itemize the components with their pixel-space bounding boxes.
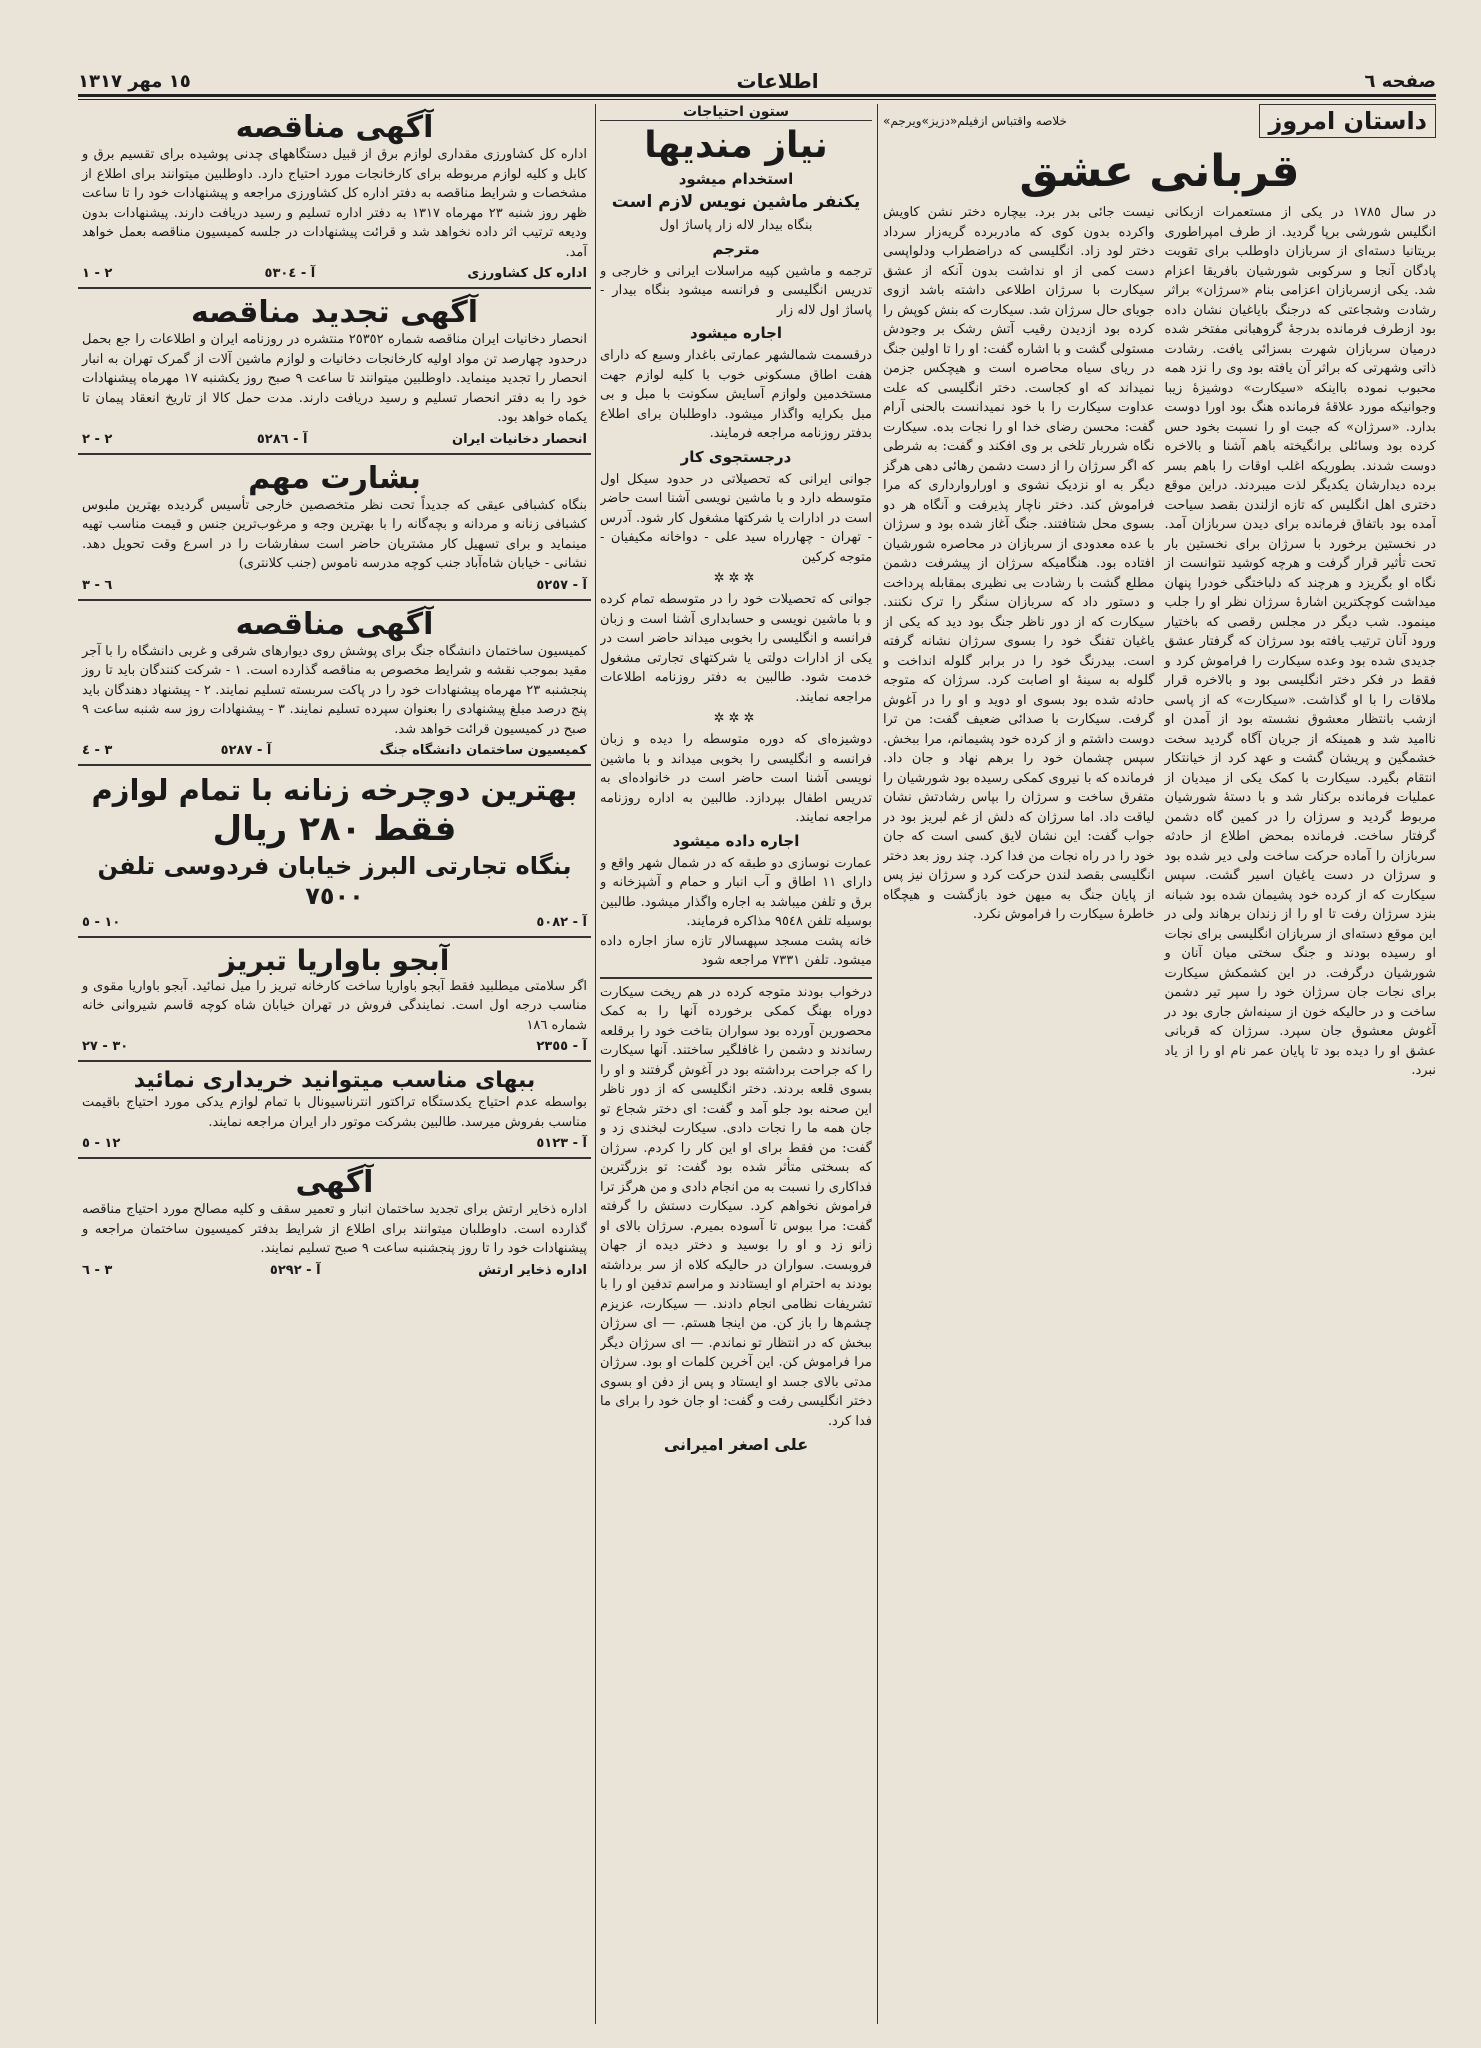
- column-divider: [877, 104, 878, 2024]
- announcement-ad-body: بنگاه کشبافی عیقی که جدیداً تحت نظر متخصصین خارجی تأسیس گردیده بهترین ملبوس کشبافی زنانه و مردانه و بچه‌گانه را با بهترین وجه و مرغوب‌ترین جنس و قیمت مناسب تهیه مینماید و برای تسهیل کار مشتریان حاضر است سفارشات را در اسرع وقت تحویل دهد. نشانی - خیابان شاه‌آباد جنب کوچه مدرسه ناموس (جنب کلانتری): [82, 497, 587, 571]
- retender-ad-count: ٢ - ٢: [82, 431, 113, 447]
- paper-name: اطلاعات: [736, 69, 819, 93]
- masthead-rule: [78, 94, 1436, 97]
- story-body: در سال ١٧٨٥ در یکی از مستعمرات ازبکانی انگلیس شورشی برپا گردید. از طرف امپراطوری بریتانیا دسته‌ای از سربازان داوطلب برای تقویت پادگان آنجا و سرکوبی شورشیان بافریقا اعزام شد. یکی ازسربازان اعزامی بنام «سرژان» براثر رشادت وشجاعتی که درجنگ بایاغیان نشان داده بود ازطرف فرمانده بدرجهٔ گروهبانی مفتخر شده درمیان سربازان شهرت بسزائی یافت. رشادت ذاتی وشهرتی که براثر آن یافته بود وی را نزد همه محبوب نموده بااینکه «سیکارت» دوشیزهٔ زیبا وجوانیکه مورد علاقهٔ فرمانده هنگ بود اورا دوست بدارد. «سرژان» که جبت او را نسبت بخود حس کرده بود وسائلی برانگیخته باهم آشنا و بالاخره دوست شدند. بطوریکه اغلب اوقات را باهم بسر برده دیدارشان یکدیگر لذت میبردند. دراین موقع دختری اهل انگلیس که تازه ازلندن بقصد سیاحت آمده بود باتفاق فرمانده برای دیدن سربازان آمد. در نخستین برخورد با سرژان برای نخستین بار تحت تأثیر قرار گرفت و هرچه کوشید نتوانست از نگاه او بگریزد و هرچند که دلباختگی خودرا پنهان میداشت کوچکترین اشارهٔ سرژان نظر او را جلب مینمود. شب دیگر در مجلس رقصی که باختیار ورود آنان ترتیب یافته بود سرژان که گرفتار عشق جدیدی شده بود وعده سیکارت را فراموش کرد و فقط در فکر دختر انگلیسی بود و بالاخره قرار ملاقات را با او گذاشت. «سیکارت» که از پاسی ازشب بانتظار معشوق نشسته بود از آمدن او ناامید شد و همینکه از جریان آگاه گردید سخت خشمگین و پریشان گشت و عهد کرد از خیانتکار انتقام بگیرد. سیکارت با کمک یکی از میدیان از عملیات فرمانده برکنار شد و با دستهٔ شورشیان مربوط گردید و سرژان را در کمین گاه دشمن گرفتار ساخت. فرمانده بمحض اطلاع از حادثه سربازان را آماده حرکت ساخت ولی دیر شده بود و سرژان در دست یاغیان اسیر گشت. سپس سیکارت که از کرده خود پشیمان شده بود شبانه بنزد سرژان رفت تا او را از زندان برهاند ولی در این موقع دسته‌ای از سربازان انگلیسی برای نجات او رسیده بودند و جنگ سختی میان آنان و شورشیان درگرفت. در این کشمکش سیکارت برای نجات جان سرژان خود را سپر تیر دشمن ساخت و در حالیکه خون از سینه‌اش جاری بود در آغوش معشوق جان سپرد. سرژان که قربانی عشق او را دیده بود تا پایان عمر نام او را از یاد نبرد.: [1164, 205, 1436, 1078]
- bicycle-ad-code: آ - ٥٠٨٢: [536, 914, 587, 930]
- ad-typist-title: یکنفر ماشین نویس لازم است: [611, 192, 861, 212]
- masthead: [78, 70, 1436, 92]
- retender-ad-code: آ - ٥٢٨٦: [256, 431, 308, 447]
- jobseek-title: درجستجوی کار: [680, 447, 792, 466]
- university-tender-ad-title: آگهی مناقصه: [235, 606, 434, 642]
- bicycle-ad-count: ١٠ - ٥: [82, 914, 121, 930]
- ad-house-body: عمارت نوسازی دو طبقه که در شمال شهر واقع و دارای ١١ اطاق و آب انبار و حمام و آشپزخانه و برق و تلفن میباشد به اجاره واگذار میشود. طالبین بوسیله تلفن ٩٥٤٨ مذاکره فرمایند.: [600, 855, 872, 929]
- employment-title: استخدام میشود: [678, 170, 794, 188]
- bicycle-ad: [78, 766, 591, 938]
- ad-jobseek2-body: جوانی که تحصیلات خود را در متوسطه تمام کرده و با ماشین نویسی و حسابداری آشنا است و زبان فرانسه و انگلیسی را بخوبی میداند حاضر است در یکی از ادارات دولتی یا شرکتهای تجارتی مشغول خدمت شود. طالبین به دفتر روزنامه اطلاعات مراجعه نمایند.: [600, 592, 872, 705]
- beer-ad-body: اگر سلامتی میطلبید فقط آبجو باواریا ساخت کارخانه تبریز را میل نمائید. آبجو باواریا مقوی و مناسب درجه اول است. نمایندگی فروش در تهران خیابان شاه کوچه قاسم شیروانی خانه شماره ١٨٦: [82, 978, 587, 1033]
- university-tender-ad-count: ٣ - ٤: [82, 743, 113, 758]
- announcement-ad-title: بشارت مهم: [248, 460, 421, 496]
- ad-rent-body: درقسمت شمالشهر عمارتی باغدار وسیع که دارای هفت اطاق مسکونی خوب با کلیه لوازم جهت مستخدمین ولوازم‌ آسایش سکونت با مبل و بی مبل بکرایه واگذار میشود. داوطلبان برای اطلاع بدفتر روزنامه مراجعه فرمایند.: [600, 348, 872, 441]
- ad-house2-body: خانه پشت مسجد سپهسالار تازه ساز اجاره داده میشود. تلفن ٧٣٣١ مراجعه شود: [600, 933, 872, 968]
- tractor-ad-title: ببهای مناسب میتوانید خریداری نمائید: [133, 1068, 536, 1094]
- university-tender-ad: [78, 601, 591, 767]
- tender-ad-count: ٢ - ١: [82, 266, 113, 281]
- army-ad-body: اداره ذخایر ارتش برای تجدید ساختمان انبار و تعمیر سقف و کلیه مصالح مورد احتیاج مناقصه گذارده است. داوطلبان میتوانند برای اطلاع از شرایط بدفتر کمیسیون ساختمان مراجعه و پیشنهادات خود را تا روز پنجشنبه ساعت ٩ صبح تسلیم نمایند.: [82, 1202, 587, 1257]
- announcement-ad-count: ٦ - ٣: [82, 577, 113, 593]
- tender-ad-body: اداره کل کشاورزی مقداری لوازم برق از قبیل دستگاههای چدنی پوشیده برای تقسیم برق و کابل و کلیه لوازم مربوطه برای کارخانجات مورد احتیاج دارد. داوطلبین میتوانند برای اطلاع از مشخصات و شرایط مناقصه به دفتر اداره کل کشاورزی مراجعه و پیشنهادات خود را تا ساعت ظهر روز شنبه ٢٣ مهرماه ١٣١٧ به دفتر اداره تسلیم و رسید دریافت دارند. پیشنهادات بدون ودیعه ترتیب اثر داده نخواهد شد و قرائت پیشنهادات در جلسه کمیسیون مناقصه بعمل خواهد آمد.: [82, 147, 587, 260]
- retender-ad-body: انحصار دخانیات ایران مناقصه شماره ٢٥٣٥٢ منتشره در روزنامه ایران و اطلاعات را جع بحمل درحدود چهارصد تن مواد اولیه کارخانجات دخانیات و لوازم ماشین آلات از گمرک تهران به انبار انحصار را تجدید مینماید. داوطلبین میتوانند تا ساعت ٩ صبح روز یکشنبه ١٧ مهرماه پیشنهادات خود را به دفتر انحصار تسلیم و رسید دریافت دارند. مدت حمل کالا از تاریخ انعقاد پیمان تا یکماه خواهد بود.: [82, 332, 587, 425]
- announcement-ad: [78, 455, 591, 601]
- translator-title: مترجم: [712, 239, 760, 258]
- retender-ad-title: آگهی تجدید مناقصه: [190, 295, 479, 330]
- story-summary-label: خلاصه واقتباس ازفیلم«دزیز»ویرجم»: [883, 114, 1067, 128]
- column-divider: [595, 104, 596, 2024]
- masthead-rule-thin: [78, 99, 1436, 100]
- university-tender-ad-body: کمیسیون ساختمان دانشگاه جنگ برای پوشش روی دیوارهای شرقی و غربی دانشگاه را با آجر مقید بموجب نقشه و شرایط مخصوص به مناقصه گذارده است. ١ - شرکت کنندگان باید تا روز پنجشنبه ٢٣ مهرماه پیشنهادات خود را در پاکت سربسته تسلیم نمایند. ٢ - پیشنهاد دهندگان باید پنج درصد مبلغ پیشنهادی را بعنوان سپرده تسلیم نمایند. ٣ - پیشنهادات روز سه شنبه ساعت ٩ صبح در کمیسیون قرائت خواهد شد.: [82, 643, 587, 737]
- rent-title: اجاره میشود: [689, 324, 783, 342]
- separator-stars: ✲✲✲: [713, 571, 759, 586]
- bicycle-ad-price: فقط ٢٨٠ ریال: [212, 809, 457, 850]
- ad-translator-body: ترجمه و ماشین کپیه مراسلات ایرانی و خارجی و تدریس انگلیسی و فرانسه میشود بنگاه بیدار - پاساژ اول لاله زار: [600, 263, 872, 318]
- story-conclusion: درخواب بودند متوجه کرده در هم ریخت سیکارت دوراه بهنگ کمکی برخورده آنها را به کمک محصورین آورده بود سواران بتاخت خود را برقلعه رساندند و دشمن را غافلگیر ساختند. آنها سیکارت را که جراحت برداشته بود در آغوش گرفتند و او را بسوی قلعه بردند. دختر انگلیسی که از دور ناظر این صحنه بود جلو آمد و گفت: ای دختر شجاع تو جان همه ما را نجات دادی. سیکارت لبخندی زد و گفت: من فقط برای او این کار را کردم. سرژان که بسختی متأثر شده بود گفت: تو بزرگترین فداکاری را نسبت به من انجام دادی و من هرگز ترا فراموش نخواهم کرد. سیکارت دستش را گرفته گفت: مرا ببوس تا آسوده بمیرم. سرژان بالای او زانو زد و او را بوسید و دختر دیده از جهان فروبست. سواران در حالیکه کلاه از سر برداشته بودند به احترام او ایستادند و مراسم تدفین او را با تشریفات نظامی انجام دادند. — سیکارت، عزیزم چشم‌ها را باز کن. من اینجا هستم. — ای سرژان ببخش که در انتظار تو نماندم. — ای سرژان دیگر مرا فراموش کن. این آخرین کلمات او بود. سرژان مدتی بالای جسد او ایستاد و پس از دفن او بسوی دختر انگلیسی رفت و گفت: او جان خود را برای ما فدا کرد.: [600, 984, 872, 1429]
- ad-jobseek-body: جوانی ایرانی که تحصیلاتی در حدود سیکل اول متوسطه دارد و با ماشین نویسی آشنا است حاضر است در ادارات یا شرکتها مشغول کار شود. آدرس - تهران - چهارراه سید علی - دواخانه مکیفیان - متوجه کرکین: [600, 471, 872, 565]
- issue-date: ١٥ مهر ١٣١٧: [78, 70, 191, 92]
- beer-ad-title: آبجو باواریا تبریز: [219, 943, 450, 977]
- beer-ad-code: آ - ٢٣٥٥: [536, 1039, 587, 1055]
- beer-ad: [78, 938, 591, 1063]
- needs-title: نیاز مندیها: [644, 125, 828, 166]
- retender-ad-sign: انحصار دخانیات ایران: [452, 431, 587, 447]
- army-ad-sign: اداره ذخایر ارتش: [478, 1262, 587, 1278]
- story-section-title: داستان امروز: [1259, 104, 1436, 138]
- announcement-ad-code: آ - ٥٢٥٧: [536, 577, 587, 593]
- bicycle-ad-line1: بهترین دوچرخه زنانه با تمام لوازم: [91, 773, 578, 807]
- story-title: قربانی عشق: [1019, 146, 1300, 197]
- bicycle-ad-contact: بنگاه تجارتی البرز خیابان فردوسی تلفن ٧٥٠٠: [97, 851, 572, 910]
- ads-column: [78, 104, 591, 2024]
- ad-typist-body: بنگاه بیدار لاله زار پاساژ اول: [659, 218, 813, 233]
- tender-ad-code: آ - ٥٣٠٤: [264, 266, 316, 281]
- tender-ad: [78, 104, 591, 289]
- university-tender-ad-code: آ - ٥٢٨٧: [220, 743, 272, 758]
- university-tender-ad-sign: کمیسیون ساختمان دانشگاه جنگ: [379, 743, 587, 758]
- ad-tutor-body: دوشیزه‌ای که دوره متوسطه را دیده و زبان فرانسه و انگلیسی را بخوبی میداند و با ماشین نویسی آشنا است حاضر است در خانواده‌ای به تدریس اطفال بپردازد. طالبین به اداره روزنامه مراجعه نمایند.: [600, 732, 872, 825]
- page-label: صفحه ٦: [1364, 70, 1436, 92]
- beer-ad-count: ٣٠ - ٢٧: [82, 1039, 129, 1055]
- tender-ad-sign: اداره کل کشاورزی: [467, 266, 587, 281]
- separator-stars: ✲✲✲: [713, 711, 759, 726]
- tractor-ad-body: بواسطه عدم احتیاج یکدستگاه تراکتور انترناسیونال با تمام لوازم یدکی مورد احتیاج باقیمت مناسب بفروش میرسد. طالبین بشرکت موتور دار ایران مراجعه نمایند.: [82, 1095, 587, 1130]
- needs-column: [600, 104, 872, 2024]
- army-ad-title: آگهی: [295, 1165, 374, 1201]
- retender-ad: [78, 289, 591, 455]
- rent2-title: اجاره داده میشود: [672, 831, 800, 850]
- needs-section-label: ستون احتیاجات: [600, 104, 872, 121]
- army-ad-count: ٣ - ٦: [82, 1262, 113, 1278]
- tractor-ad-count: ١٢ - ٥: [82, 1136, 121, 1152]
- tractor-ad-code: آ - ٥١٢٣: [536, 1136, 587, 1152]
- army-ad: [78, 1159, 591, 1284]
- tender-ad-title: آگهی مناقصه: [235, 110, 434, 145]
- army-ad-code: آ - ٥٢٩٢: [269, 1262, 321, 1278]
- story-body-continued: نیست جائی بدر برد. بیچاره دختر نشن کاویش واکرده بدون کوی که مادربرده گریه‌زار سرداد دختر لود زاد. انگلیسی که دراضطراب ودلواپسی دست کمی از او نداشت بدون آنکه از عشق سیکارت با سرژان اطلاعی داشته باشد ازوی جویای حال سرژان شد. سیکارت که بنش کوپش را کرده بود ازدیدن رقیب آتش رشک بر وجودش مستولی گشت و با اشاره گفت: او را تا اولین جنگ در ریای سیاه محاصره است و هیچکس جزمن نمیداند که او کجاست. دختر انگلیسی که علت عداوت سیکارت را با خود نمیدانست بالحنی آرام گفت: محسن رضای خدا او را نجات بده. سیکارت نگاه شرربار تلخی بر وی افکند و گفت: به شرطی که اگر سرژان را از دست دشمن رهائی دهی هرگز دیگر به او نزدیک نشوی و اوراروارداری که مرا فراموش کند. دختر ناچار پذیرفت و آنگاه هر دو بسوی محل شتافتند. جنگ آغاز شده بود و سرژان با عده معدودی از سربازان در محاصره شورشیان افتاده بود. هنگامیکه سرژان از پیشرفت دشمن مطلع گشت با رشادت بی نظیری بمقابله پرداخت و دستور داد که سربازان سنگر را ترک نکنند. سیکارت که از دور ناظر جنگ بود دید که یکی از یاغیان تفنگ خود را بسوی سرژان نشانه گرفته است. بیدرنگ خود را در برابر گلوله انداخت و گلوله به سینهٔ او اصابت کرد. سرژان که متوجه حادثه شده بود بسوی او دوید و او را در آغوش گرفت. سیکارت با صدائی ضعیف گفت: من ترا دوست داشتم و از کرده خود پشیمانم، مرا ببخش. سپس چشمان خود را برهم نهاد و جان داد. فرمانده که با نیروی کمکی رسیده بود شورشیان را متفرق ساخت و سرژان را بپاس رشادتش نشان لیاقت داد. اما سرژان که دلش از غم لبریز بود در جواب گفت: این نشان لایق کسی است که جان خود را در راه نجات من فدا کرد. چند روز بعد دختر انگلیسی بقصد لندن حرکت کرد و سرژان نیز پس از پایان جنگ به میهن خود بازگشت و هیچگاه خاطرهٔ سیکارت را فراموش نکرد.: [883, 205, 1155, 922]
- story-translator: علی اصغر امیرانی: [663, 1435, 809, 1454]
- tractor-ad: [78, 1062, 591, 1159]
- story-column: [883, 104, 1436, 2024]
